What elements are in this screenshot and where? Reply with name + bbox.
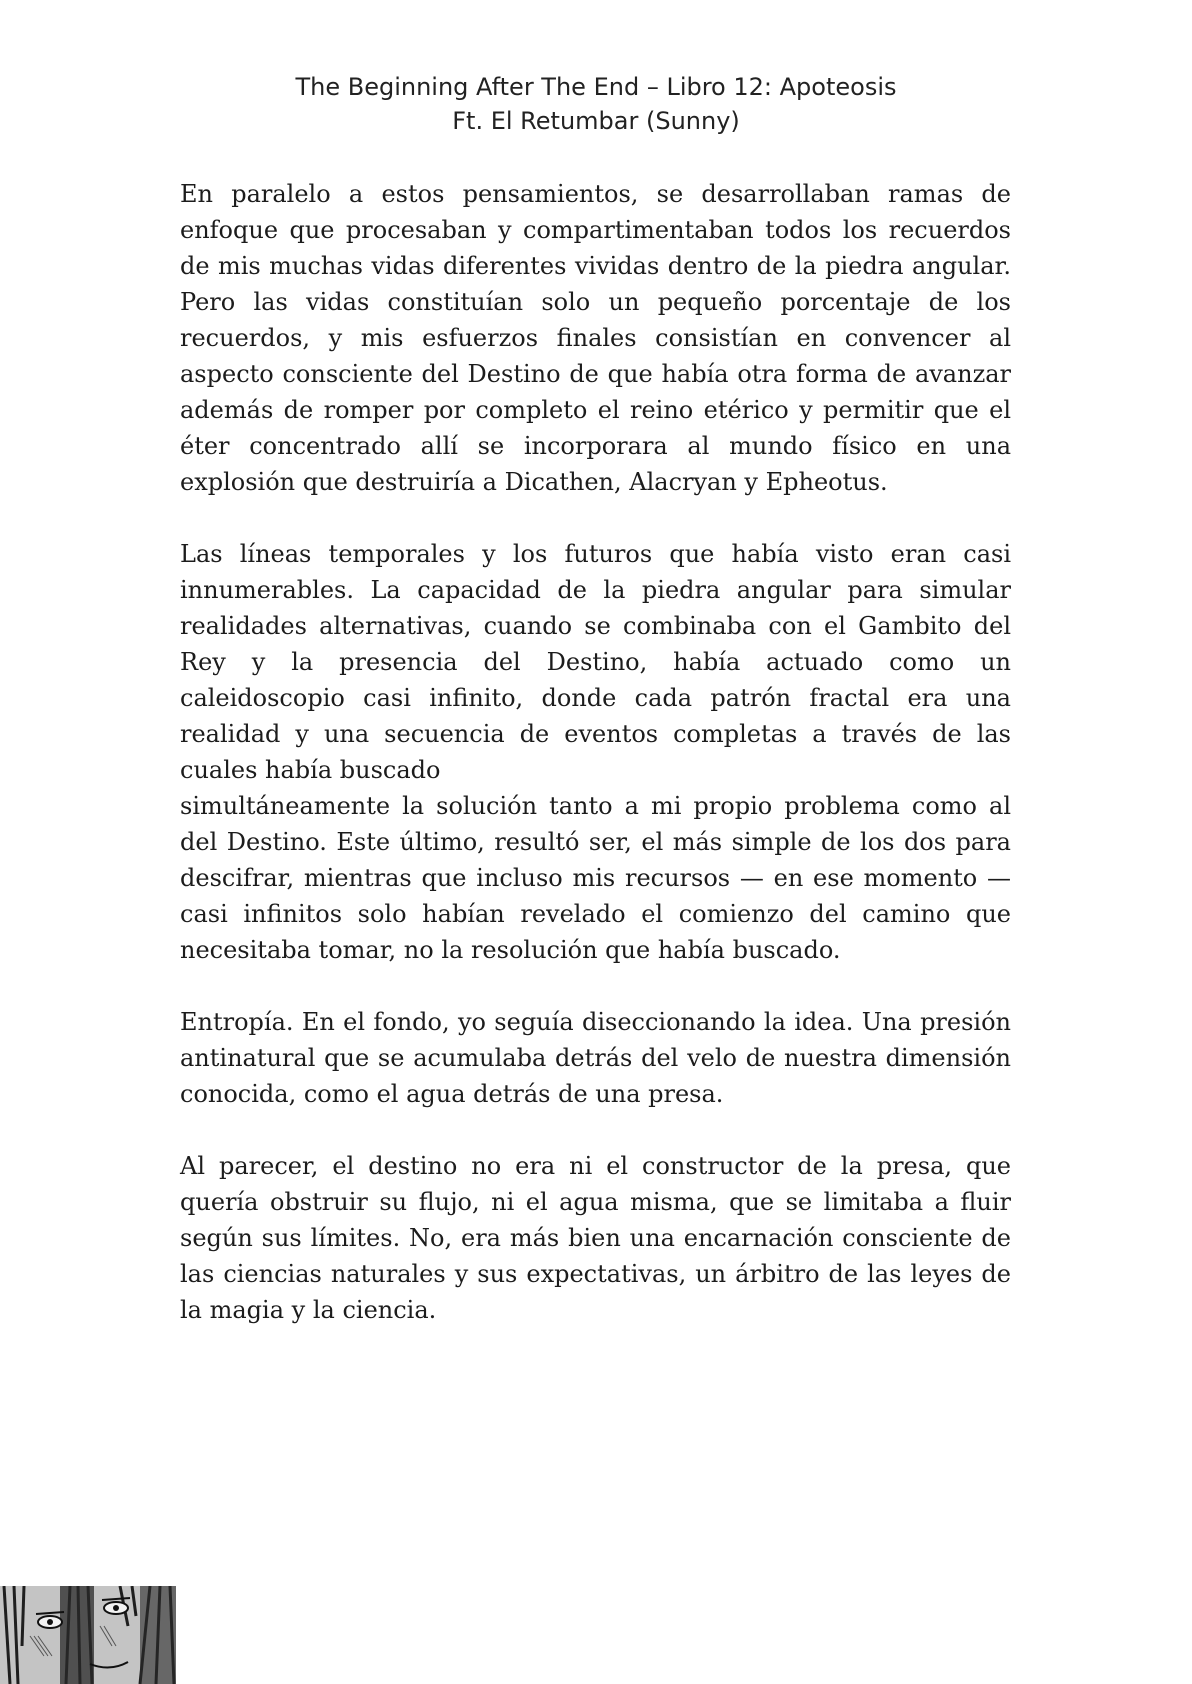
document-body (180, 176, 1011, 1364)
manga-character-portrait-icon (0, 1586, 176, 1684)
paragraph-4: Al parecer, el destino no era ni el constructor de la presa, que quería obstruir su flujo, ni el agua misma, que se limitaba a fluir según sus límites. No, era más bien una encarnación consciente de las ciencias naturales y sus expectativas, un árbitro de las leyes de la magia y la ciencia. (180, 1152, 1011, 1324)
paragraph-3: Entropía. En el fondo, yo seguía diseccionando la idea. Una presión antinatural que se acumulaba detrás del velo de nuestra dimensión conocida, como el agua detrás de una presa. (180, 1008, 1011, 1108)
header-title: The Beginning After The End – Libro 12: Apoteosis (295, 73, 897, 101)
header-subtitle: Ft. El Retumbar (Sunny) (452, 107, 740, 135)
document-header (0, 70, 1192, 138)
paragraph-1: En paralelo a estos pensamientos, se desarrollaban ramas de enfoque que procesaban y compartimentaban todos los recuerdos de mis muchas vidas diferentes vividas dentro de la piedra angular. Pero las vidas constituían solo un pequeño porcentaje de los recuerdos, y mis esfuerzos finales consistían en convencer al aspecto consciente del Destino de que había otra forma de avanzar además de romper por completo el reino etérico y permitir que el éter concentrado allí se incorporara al mundo físico en una explosión que destruiría a Dicathen, Alacryan y Epheotus. (180, 180, 1011, 496)
paragraph-2: Las líneas temporales y los futuros que había visto eran casi innumerables. La capacidad de la piedra angular para simular realidades alternativas, cuando se combinaba con el Gambito del Rey y la presencia del Destino, había actuado como un caleidoscopio casi infinito, donde cada patrón fractal era una realidad y una secuencia de eventos completas a través de las cuales había buscado (180, 540, 1011, 784)
paragraph-2-continued: simultáneamente la solución tanto a mi propio problema como al del Destino. Este último, resultó ser, el más simple de los dos para descifrar, mientras que incluso mis recursos — en ese momento — casi infinitos solo habían revelado el comienzo del camino que necesitaba tomar, no la resolución que había buscado. (180, 792, 1011, 964)
